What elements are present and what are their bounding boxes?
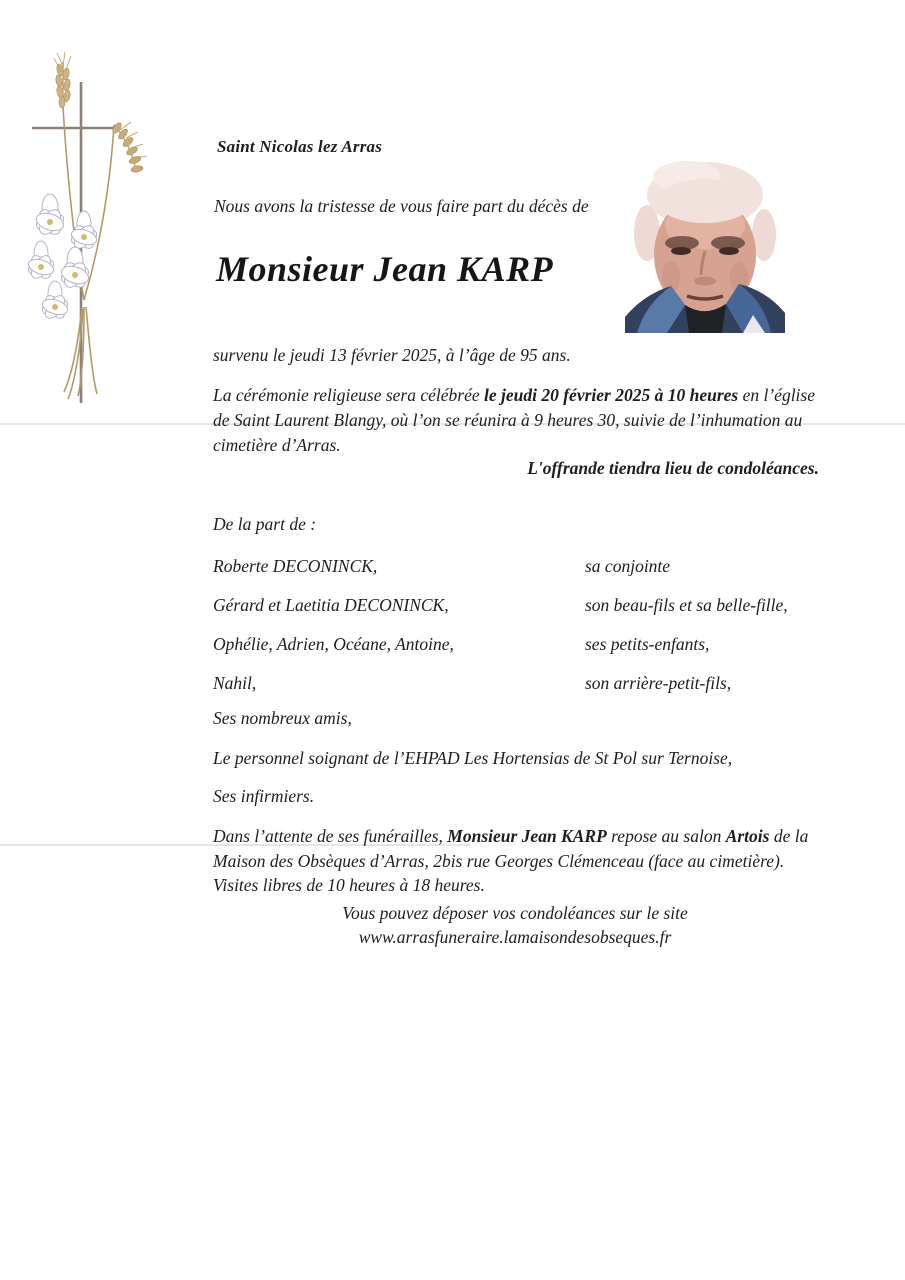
ceremony-text-end: en l’église de Saint Laurent Blangy, où l’on se réunira à 9 heures 30, suivie de l’inhumation au cimetière d’Arras. bbox=[213, 385, 815, 455]
mourners-friends-line: Ses nombreux amis, bbox=[213, 708, 352, 728]
repose-text-mid: repose au salon bbox=[606, 826, 726, 846]
death-date-line: survenu le jeudi 13 février 2025, à l’âge de 95 ans. bbox=[213, 345, 571, 365]
wheat-head-drooping-icon bbox=[111, 121, 147, 173]
offering-note: L'offrande tiendra lieu de condoléances. bbox=[527, 458, 819, 478]
condolences-footer bbox=[240, 902, 790, 949]
location-title: Saint Nicolas lez Arras bbox=[217, 137, 383, 156]
cross-wheat-flowers-illustration bbox=[12, 52, 162, 412]
deceased-name-title: Monsieur Jean KARP bbox=[216, 249, 554, 289]
repose-text-start: Dans l’attente de ses funérailles, bbox=[213, 826, 448, 846]
family-member-names: Roberte DECONINCK, bbox=[213, 556, 378, 576]
family-member-names: Nahil, bbox=[213, 673, 257, 693]
from-label: De la part de : bbox=[213, 514, 317, 534]
wheat-head-upright-icon bbox=[54, 52, 71, 108]
family-member-relation: sa conjointe bbox=[585, 556, 671, 576]
family-member-names: Gérard et Laetitia DECONINCK, bbox=[213, 595, 449, 615]
repose-text-end: de la Maison des Obsèques d’Arras, 2bis rue Georges Clémenceau (face au cimetière). Visites libres de 10 heures à 18 heures. bbox=[213, 826, 809, 895]
ceremony-paragraph bbox=[213, 383, 823, 458]
portrait-photo bbox=[625, 155, 785, 333]
mourners-staff-line: Le personnel soignant de l’EHPAD Les Hortensias de St Pol sur Ternoise, bbox=[213, 748, 733, 768]
ceremony-date-bold: le jeudi 20 février 2025 à 10 heures bbox=[484, 385, 739, 405]
repose-salon-bold: Artois bbox=[725, 826, 770, 846]
flowers-icon bbox=[26, 194, 98, 322]
repose-paragraph bbox=[213, 824, 825, 898]
family-member-names: Ophélie, Adrien, Océane, Antoine, bbox=[213, 634, 454, 654]
family-member-relation: ses petits-enfants, bbox=[585, 634, 710, 654]
condolences-invite-line: Vous pouvez déposer vos condoléances sur le site bbox=[342, 903, 688, 923]
ceremony-text-start: La cérémonie religieuse sera célébrée bbox=[213, 385, 484, 405]
family-member-relation: son arrière-petit-fils, bbox=[585, 673, 732, 693]
repose-name-bold: Monsieur Jean KARP bbox=[447, 826, 607, 846]
condolences-website-url: www.arrasfuneraire.lamaisondesobseques.fr bbox=[358, 926, 672, 947]
mourners-nurses-line: Ses infirmiers. bbox=[213, 786, 315, 806]
intro-line: Nous avons la tristesse de vous faire part du décès de bbox=[214, 196, 589, 216]
family-member-relation: son beau-fils et sa belle-fille, bbox=[585, 595, 788, 615]
